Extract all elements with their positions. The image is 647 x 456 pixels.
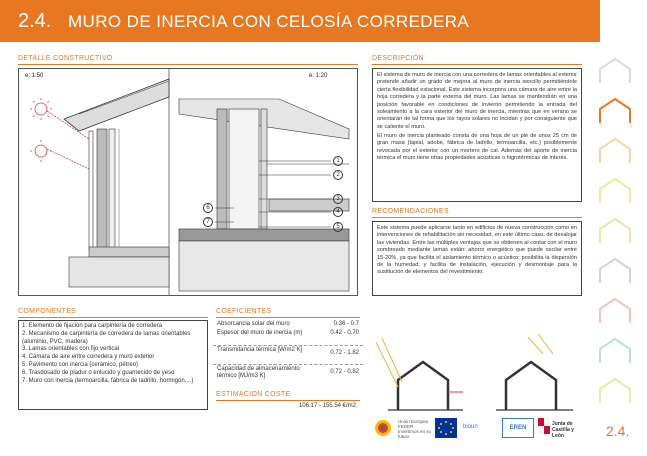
callout-4: 4 (333, 207, 343, 217)
coeficientes-title: COEFICIENTES (216, 308, 272, 315)
house-icon (600, 299, 630, 323)
house-icon (600, 139, 630, 163)
recomendaciones-title: RECOMENDACIONES (372, 208, 449, 215)
logo-union-europea: Unión Europea FEDER (398, 419, 429, 430)
detalle-rule (18, 64, 358, 65)
coef-value: 0.72 - 0.82 (330, 369, 359, 375)
callout-5: 5 (333, 222, 343, 232)
coef-label: Espesor del muro de inercia (m) (217, 330, 303, 336)
detalle-title: DETALLE CONSTRUCTIVO (18, 55, 113, 62)
house-icon (600, 339, 630, 363)
descripcion-rule (372, 64, 582, 65)
construction-drawing (18, 68, 358, 296)
coef-value: 0.72 - 1.82 (330, 350, 359, 356)
house-icon (600, 259, 630, 283)
page-header (0, 0, 600, 42)
descripcion-paragraph-1: El sistema de muro de inercia con una corredera de lamas orientables al exterior pretende añadir un grado de mejora al muro de inercia sencillo permitiéndole cierta flexibilidad estacional. Este sistema incorpora una cámara de aire entre la hoja corredera y la parte externa del muro. Las lamas se mantendrán en una posición favorable en condiciones de invierno permitiendo la entrada del soleamiento a la cara exterior del muro de inercia, mientras que en verano se orientarán de tal forma que los rayos solares no incidan y por consiguiente que se caliente el muro. (377, 72, 577, 130)
coef-row (213, 347, 363, 363)
side-icon-column (590, 55, 640, 425)
section-number: 2.4. (18, 10, 52, 32)
page-title: MURO DE INERCIA CON CELOSÍA CORREDERA (68, 12, 470, 31)
callout-6: 6 (203, 203, 213, 213)
coef-label: Absorcancia solar del muro (217, 321, 290, 327)
componentes-title: COMPONENTES (18, 308, 77, 315)
componente-item: 5. Pavimento con inercia (cerámico, pétreo) (22, 361, 139, 368)
callout-1: 1 (333, 156, 343, 166)
logo-invertimos: Invertimos en su futuro (398, 429, 432, 440)
descripcion-paragraph-2: El muro de inercia planteado consta de una hoja de un pie de unos 25 cm de gran masa (tapial, adobe, fábrica de ladrillo, termoarcilla, etc.) posiblemente revocada por el exterior con un mortero de cal. Además del aporte de inercia térmica el muro tiene otras propiedades acústicas o higrotérmicas de interés. (377, 133, 577, 162)
coef-label: Capacidad de almacenamiento térmico [MJ/m3 K] (217, 366, 300, 380)
componente-item: 4. Cámara de aire entre corredera y muro exterior (22, 354, 155, 361)
componente-item: 1. Elemento de fijación para carpintería de corredera (22, 323, 163, 329)
recomendaciones-box (372, 221, 582, 296)
house-icon (600, 59, 630, 83)
page-number: 2.4. (606, 423, 630, 439)
logo-bioun: bioun (463, 424, 478, 430)
house-icon (600, 379, 630, 403)
logo-eu-flag (435, 418, 457, 438)
house-summer-icon (480, 334, 578, 414)
componentes-list (22, 323, 204, 385)
coef-label: Transmitancia térmica [W/m2 K] (217, 347, 303, 353)
scale-left-label: e: 1:50 (25, 73, 44, 79)
componente-item: 3. Lamas orientables con fijo vertical (22, 346, 120, 353)
house-winter-icon (370, 334, 468, 414)
logo-junta: Junta de Castilla y León (552, 421, 574, 439)
estimacion-title: ESTIMACIÓN COSTE (216, 391, 291, 398)
drawing-svg (19, 69, 358, 296)
componente-item: 2. Mecanismo de carpintería de corredera de lamas orientables (aluminio, PVC, madera) (22, 330, 191, 345)
callout-2: 2 (333, 170, 343, 180)
callout-3: 3 (333, 194, 343, 204)
coeficientes-table (213, 319, 363, 385)
coef-divider (213, 364, 363, 365)
componente-item: 6. Trasdosado de pladur o enlucido y guarnecido de yeso (22, 369, 175, 376)
recomendaciones-paragraph: Este sistema puede aplicarse tanto en edificios de nueva construcción como en intervenciones de rehabilitación sin necesidad, en este último caso, de desalojar las viviendas. Entre las múltiples ventajas que se obtienen al contar con el muro sombreado mediante lamas están: ahorro energético que puede oscilar entre 15-20%, ya que facilita el aislamiento térmico o acústico; posibilita la dispersión de la humedad; y facilita de instalación, ejecución y desmontaje para la sustitución de elementos del revestimiento. (377, 225, 577, 276)
callout-7: 7 (203, 217, 213, 227)
coef-row (213, 321, 363, 329)
estimacion-value: 106.17 - 155.54 €/m2 (298, 403, 356, 409)
house-icon (600, 219, 630, 243)
componente-item: 7. Muro con inercia (termoarcilla, fábrica de ladrillo, hormigón,...) (22, 377, 194, 384)
coef-row (213, 330, 363, 344)
house-icon (600, 179, 630, 203)
house-diagrams (368, 332, 582, 418)
scale-right-label: e: 1:20 (309, 73, 328, 79)
coef-value: 0.36 - 0.7 (333, 321, 359, 327)
coef-divider (213, 345, 363, 346)
logo-feder (372, 418, 394, 438)
logo-cyl-shield (538, 418, 550, 438)
logo-eren: EREN (502, 418, 534, 438)
house-icon-active (600, 99, 630, 123)
coef-row (213, 366, 363, 386)
descripcion-box (372, 68, 582, 202)
coeficientes-rule (216, 317, 360, 318)
sun-icon (30, 140, 89, 169)
coef-value: 0.42 - 0.70 (330, 330, 359, 336)
recomendaciones-rule (372, 217, 582, 218)
componentes-rule (18, 317, 208, 318)
estimacion-rule (216, 400, 360, 401)
descripcion-title: DESCRIPCIÓN (372, 55, 424, 62)
